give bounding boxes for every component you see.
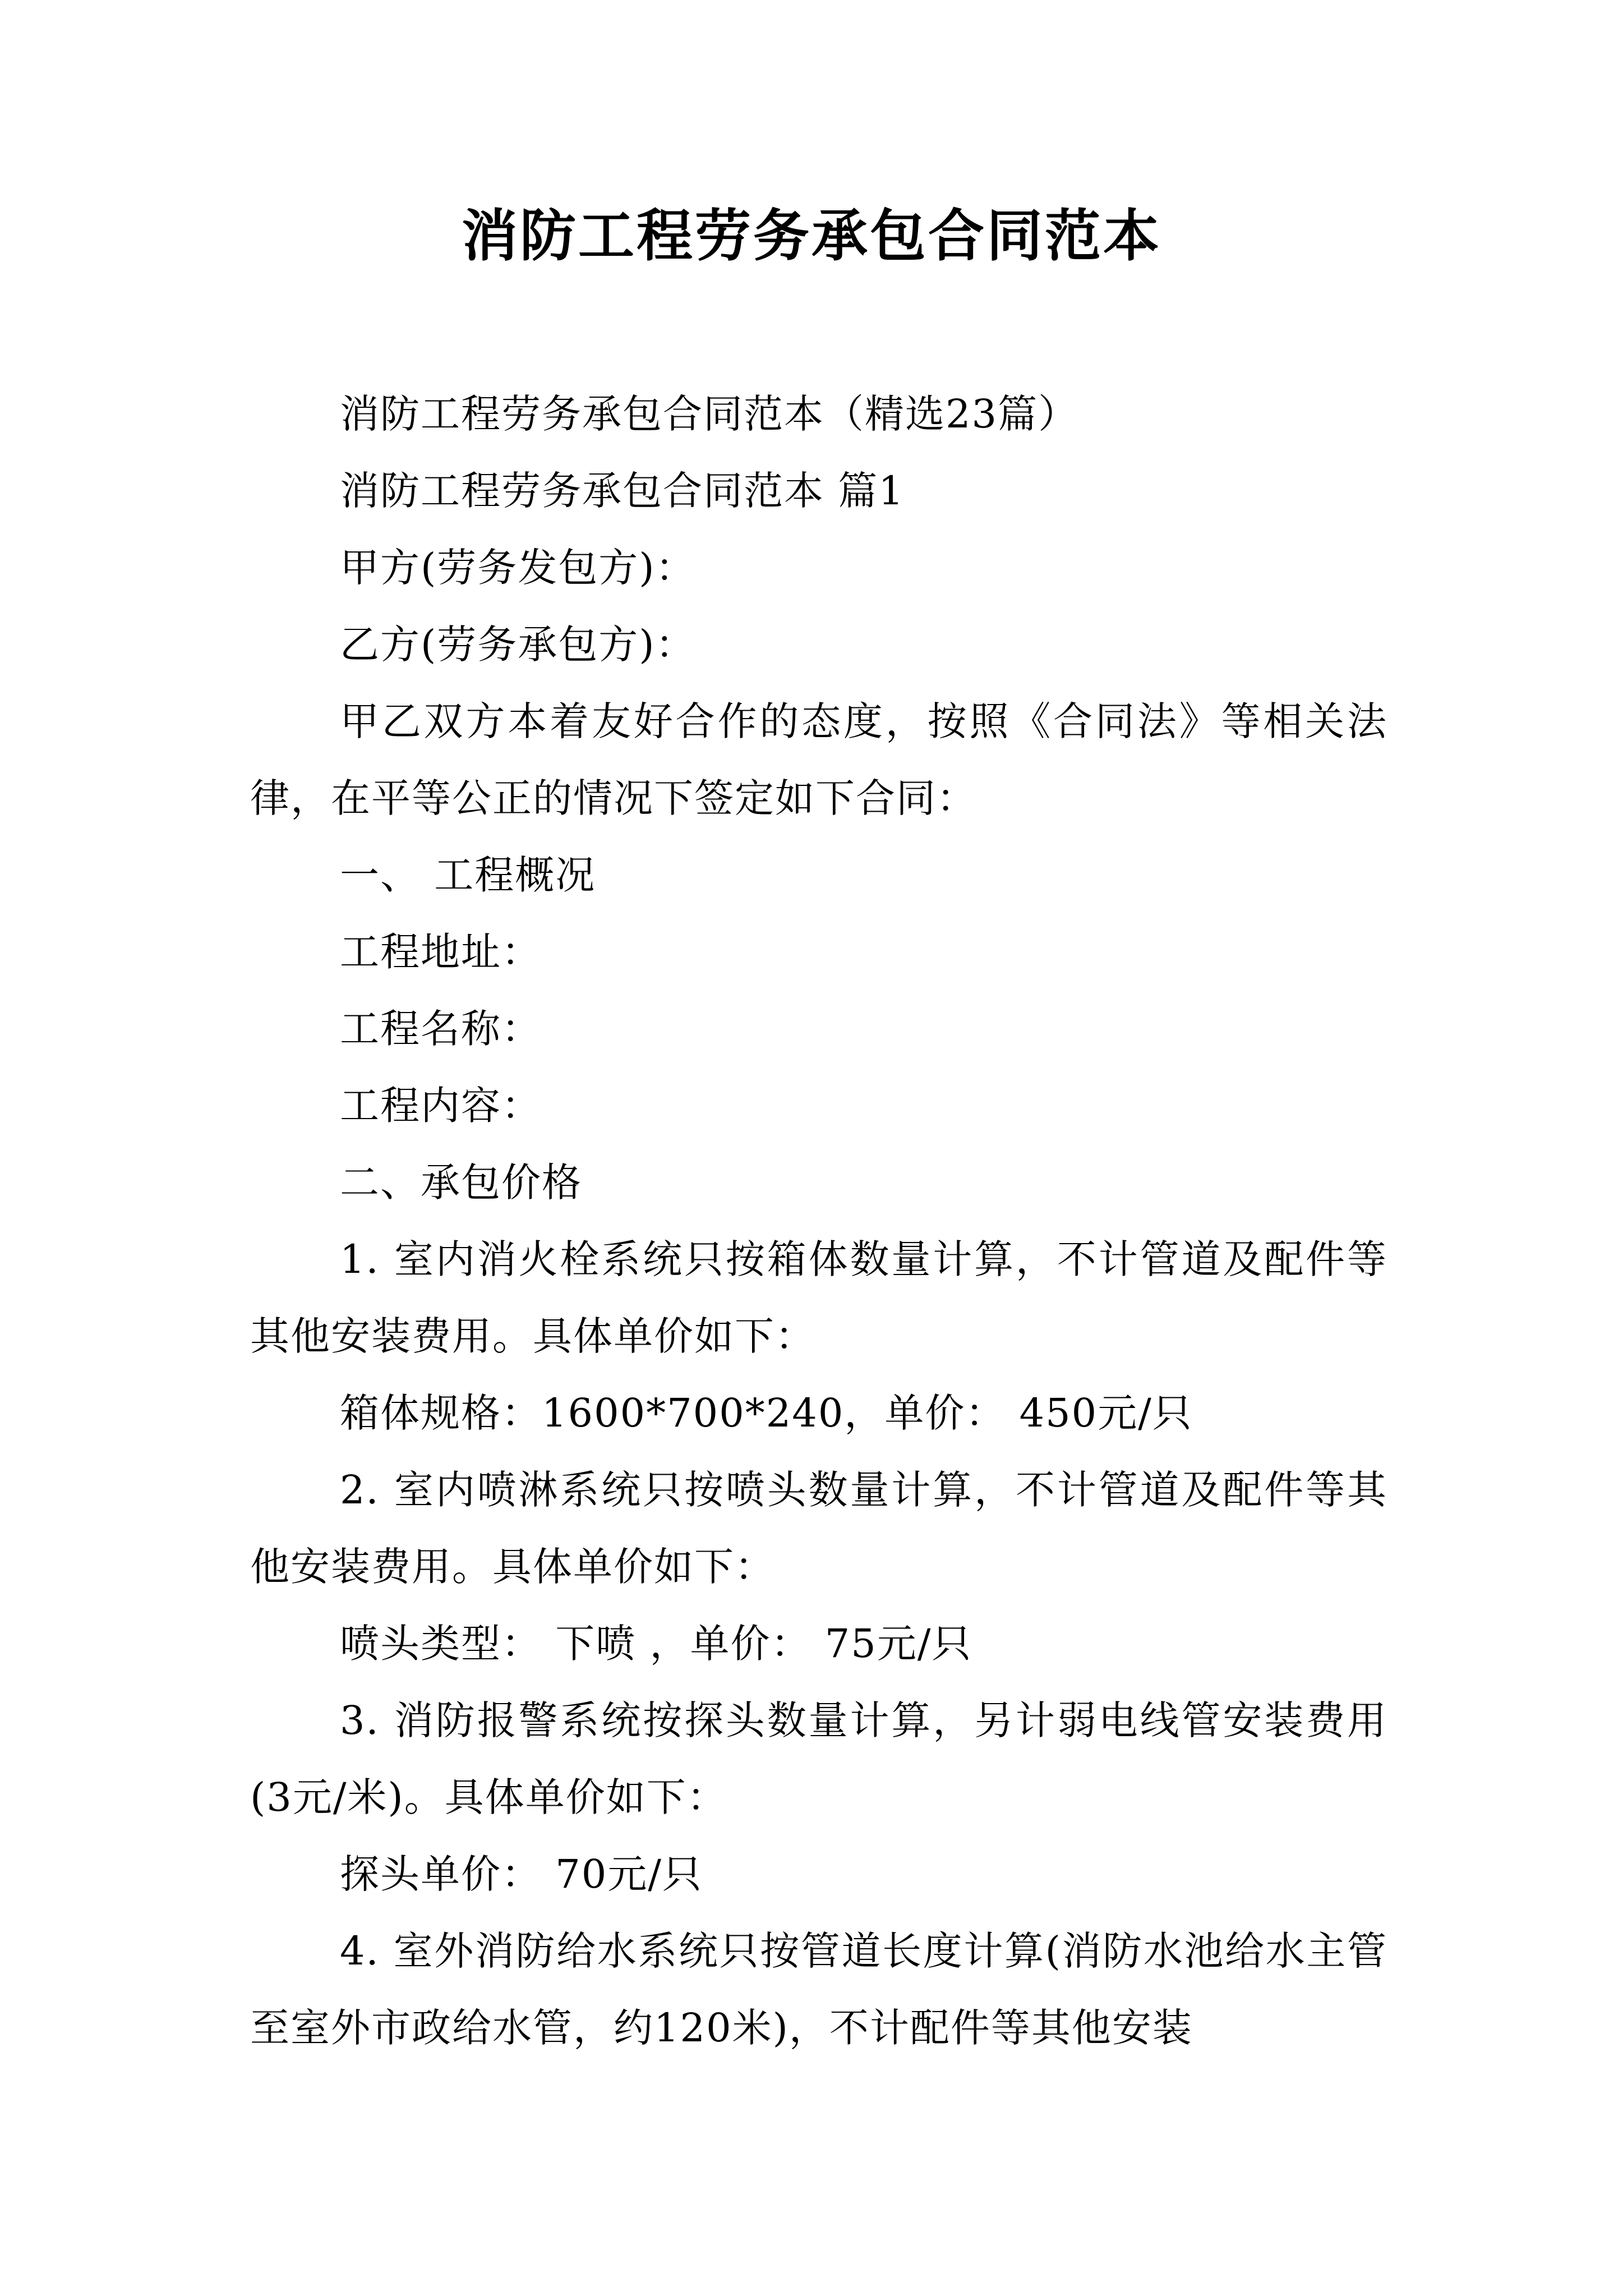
price-item-paragraph: 4. 室外消防给水系统只按管道长度计算(消防水池给水主管至室外市政给水管，约120米)，不计配件等其他安装	[250, 1928, 1387, 2051]
price-detail-line: 喷头类型： 下喷 ，单价： 75元/只	[340, 1621, 972, 1667]
price-detail-line: 箱体规格：1600*700*240，单价： 450元/只	[340, 1390, 1193, 1436]
project-content-line: 工程内容：	[340, 1083, 542, 1129]
party-b-line: 乙方(劳务承包方)：	[340, 622, 696, 668]
document-body	[250, 376, 1387, 2067]
price-detail-line: 探头单价： 70元/只	[340, 1851, 703, 1897]
document-title: 消防工程劳务承包合同范本	[462, 203, 1161, 269]
section-heading: 消防工程劳务承包合同范本 篇1	[340, 468, 905, 514]
subtitle-paragraph: 消防工程劳务承包合同范本（精选23篇）	[340, 391, 1079, 437]
project-name-line: 工程名称：	[340, 1006, 542, 1052]
clause-heading: 二、承包价格	[340, 1159, 582, 1205]
price-item-paragraph: 1. 室内消火栓系统只按箱体数量计算，不计管道及配件等其他安装费用。具体单价如下：	[250, 1236, 1387, 1359]
price-item-paragraph: 2. 室内喷淋系统只按喷头数量计算，不计管道及配件等其他安装费用。具体单价如下：	[250, 1467, 1387, 1590]
party-a-line: 甲方(劳务发包方)：	[340, 545, 696, 591]
clause-heading: 一、 工程概况	[340, 852, 596, 898]
price-item-paragraph: 3. 消防报警系统按探头数量计算，另计弱电线管安装费用(3元/米)。具体单价如下：	[250, 1697, 1387, 1820]
preamble-paragraph: 甲乙双方本着友好合作的态度，按照《合同法》等相关法律，在平等公正的情况下签定如下合同：	[250, 698, 1387, 821]
project-address-line: 工程地址：	[340, 929, 542, 975]
